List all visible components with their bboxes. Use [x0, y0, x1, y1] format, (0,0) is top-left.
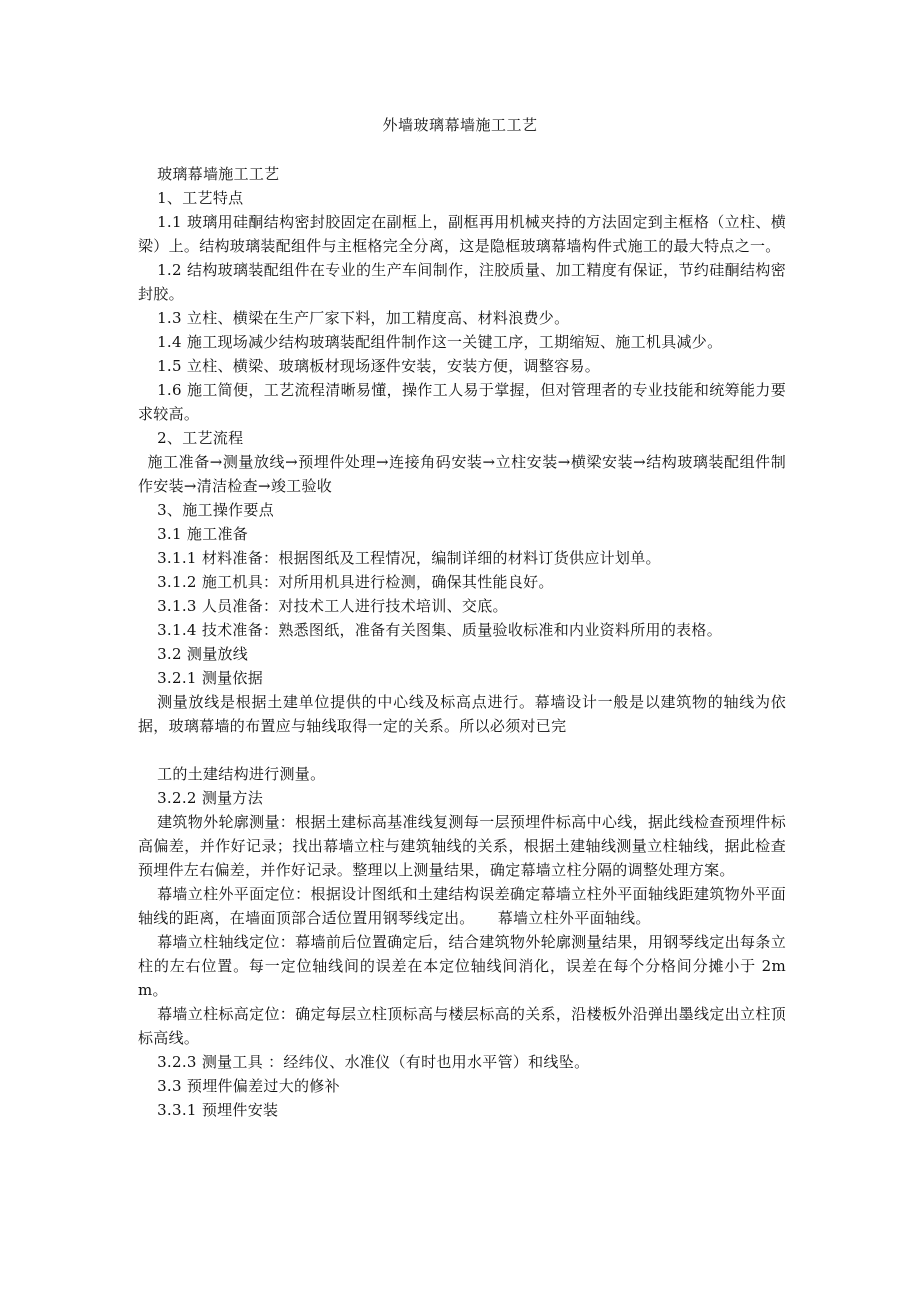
paragraph-3-2: 3.2 测量放线 — [157, 645, 249, 663]
paragraph-heading-1: 1、工艺特点 — [157, 189, 244, 207]
paragraph-3-1-1: 3.1.1 材料准备：根据图纸及工程情况，编制详细的材料订货供应计划单。 — [157, 549, 661, 567]
paragraph-1-4: 1.4 施工现场减少结构玻璃装配组件制作这一关键工序，工期缩短、施工机具减少。 — [157, 333, 723, 351]
paragraph-outer-plane: 幕墙立柱外平面定位：根据设计图纸和土建结构误差确定幕墙立柱外平面轴线距建筑物外平面轴线的距离，在墙面顶部合适位置用钢琴线定出。 幕墙立柱外平面轴线。 — [138, 885, 786, 927]
paragraph-3-2-1: 3.2.1 测量依据 — [157, 669, 264, 687]
paragraph-3-3-1: 3.3.1 预埋件安装 — [157, 1101, 279, 1119]
paragraph-3-2-2: 3.2.2 测量方法 — [157, 789, 264, 807]
paragraph-axis-position: 幕墙立柱轴线定位：幕墙前后位置确定后，结合建筑物外轮廓测量结果，用钢琴线定出每条立柱的左右位置。每一定位轴线间的误差在本定位轴线间消化，误差在每个分格间分摊小于 2mm。 — [138, 933, 786, 999]
document-body — [138, 162, 786, 1122]
paragraph-elevation-position: 幕墙立柱标高定位：确定每层立柱顶标高与楼层标高的关系，沿楼板外沿弹出墨线定出立柱顶标高线。 — [138, 1005, 786, 1047]
paragraph-1-6: 1.6 施工简便，工艺流程清晰易懂，操作工人易于掌握，但对管理者的专业技能和统筹能力要求较高。 — [138, 381, 786, 423]
paragraph-1-5: 1.5 立柱、横梁、玻璃板材现场逐件安装，安装方便，调整容易。 — [157, 357, 601, 375]
paragraph-3-1-2: 3.1.2 施工机具：对所用机具进行检测，确保其性能良好。 — [157, 573, 554, 591]
paragraph-process-flow: 施工准备→测量放线→预埋件处理→连接角码安装→立柱安装→横梁安装→结构玻璃装配组件制作安装→清洁检查→竣工验收 — [138, 453, 786, 495]
paragraph-1-1: 1.1 玻璃用硅酮结构密封胶固定在副框上，副框再用机械夹持的方法固定到主框格（立柱、横梁）上。结构玻璃装配组件与主框格完全分离，这是隐框玻璃幕墙构件式施工的最大特点之一。 — [138, 213, 786, 255]
paragraph-measure-basis-cont: 工的土建结构进行测量。 — [157, 765, 326, 783]
paragraph-measure-basis: 测量放线是根据土建单位提供的中心线及标高点进行。幕墙设计一般是以建筑物的轴线为依据，玻璃幕墙的布置应与轴线取得一定的关系。所以必须对已完 — [138, 693, 786, 735]
document-title: 外墙玻璃幕墙施工工艺 — [382, 116, 538, 134]
page-break-gap — [138, 738, 786, 762]
paragraph-3-1: 3.1 施工准备 — [157, 525, 249, 543]
paragraph-3-1-3: 3.1.3 人员准备：对技术工人进行技术培训、交底。 — [157, 597, 508, 615]
paragraph-heading-3: 3、施工操作要点 — [157, 501, 275, 519]
paragraph-section-heading: 玻璃幕墙施工工艺 — [157, 165, 280, 183]
paragraph-3-2-3: 3.2.3 测量工具 ：经纬仪、水准仪（有时也用水平管）和线坠。 — [157, 1053, 590, 1071]
paragraph-heading-2: 2、工艺流程 — [157, 429, 244, 447]
paragraph-1-2: 1.2 结构玻璃装配组件在专业的生产车间制作，注胶质量、加工精度有保证，节约硅酮结构密封胶。 — [138, 261, 786, 303]
paragraph-1-3: 1.3 立柱、横梁在生产厂家下料，加工精度高、材料浪费少。 — [157, 309, 570, 327]
paragraph-outline-measure: 建筑物外轮廓测量：根据土建标高基准线复测每一层预埋件标高中心线，据此线检查预埋件标高偏差，并作好记录；找出幕墙立柱与建筑轴线的关系，根据土建轴线测量立柱轴线，据此检查预埋件左右偏差，并作好记录。整理以上测量结果，确定幕墙立柱分隔的调整处理方案。 — [138, 813, 786, 879]
paragraph-3-3: 3.3 预埋件偏差过大的修补 — [157, 1077, 340, 1095]
paragraph-3-1-4: 3.1.4 技术准备：熟悉图纸，准备有关图集、质量验收标准和内业资料所用的表格。 — [157, 621, 723, 639]
